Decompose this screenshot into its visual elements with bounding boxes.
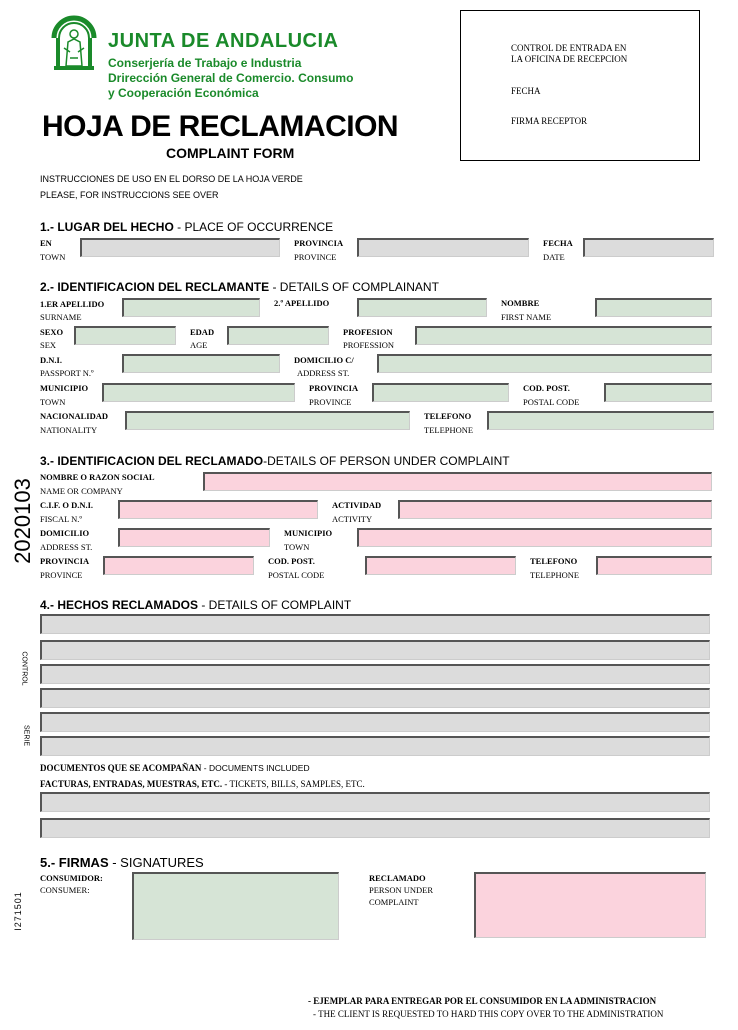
- label-town: TOWN: [40, 252, 66, 262]
- label-postal-code: POSTAL CODE: [523, 397, 580, 407]
- label-edad: EDAD: [190, 327, 215, 337]
- label-town-2: TOWN: [40, 397, 66, 407]
- label-provincia-2: PROVINCIA: [309, 383, 359, 393]
- side-control-label: CONTROL: [20, 651, 28, 686]
- province-field[interactable]: [372, 383, 509, 402]
- complaint-line-5[interactable]: [40, 712, 710, 732]
- label-sex: SEX: [40, 340, 57, 350]
- footer-line-2: - THE CLIENT IS REQUESTED TO HARD THIS COPY OVER TO THE ADMINISTRATION: [313, 1009, 664, 1019]
- label-province-2: PROVINCE: [309, 397, 352, 407]
- label-passport: PASSPORT N.º: [40, 368, 94, 378]
- occurrence-province-field[interactable]: [357, 238, 529, 257]
- dept-line-3: y Cooperación Económica: [108, 86, 259, 100]
- accused-town-field[interactable]: [357, 528, 712, 547]
- section-4-title: 4.- HECHOS RECLAMADOS - DETAILS OF COMPLAINT: [40, 598, 352, 612]
- section-3-title: 3.- IDENTIFICACION DEL RECLAMADO-DETAILS OF PERSON UNDER COMPLAINT: [40, 454, 510, 468]
- label-cif: C.I.F. O D.N.I.: [40, 500, 94, 510]
- label-provincia: PROVINCIA: [294, 238, 344, 248]
- surname-2-field[interactable]: [357, 298, 487, 317]
- telephone-field[interactable]: [487, 411, 714, 430]
- accused-signature-box[interactable]: [474, 872, 706, 938]
- activity-field[interactable]: [398, 500, 712, 519]
- label-complaint: COMPLAINT: [369, 897, 419, 907]
- label-reclamado: RECLAMADO: [369, 873, 426, 883]
- label-cod-post-3: COD. POST.: [268, 556, 315, 566]
- label-name-company: NAME OR COMPANY: [40, 486, 123, 496]
- documents-line-1[interactable]: [40, 792, 710, 812]
- label-dni: D.N.I.: [40, 355, 62, 365]
- complaint-line-4[interactable]: [40, 688, 710, 708]
- label-province: PROVINCE: [294, 252, 337, 262]
- label-consumer: CONSUMER:: [40, 885, 90, 895]
- postal-code-field[interactable]: [604, 383, 712, 402]
- label-age: AGE: [190, 340, 208, 350]
- company-name-field[interactable]: [203, 472, 712, 491]
- label-profession: PROFESSION: [343, 340, 395, 350]
- label-sexo: SEXO: [40, 327, 64, 337]
- address-field[interactable]: [377, 354, 712, 373]
- label-municipio-3: MUNICIPIO: [284, 528, 333, 538]
- dept-line-2: Drirección General de Comercio. Consumo: [108, 71, 354, 85]
- label-domicilio: DOMICILIO C/: [294, 355, 354, 365]
- accused-address-field[interactable]: [118, 528, 270, 547]
- form-subtitle: COMPLAINT FORM: [166, 145, 295, 161]
- label-telephone: TELEPHONE: [424, 425, 474, 435]
- label-apellido1: 1.ER APELLIDO: [40, 299, 105, 309]
- label-en: EN: [40, 238, 52, 248]
- label-telefono: TELEFONO: [424, 411, 472, 421]
- documents-line-2[interactable]: [40, 818, 710, 838]
- serial-number: 2020103: [10, 478, 35, 564]
- consumer-signature-box[interactable]: [132, 872, 339, 940]
- label-town-3: TOWN: [284, 542, 310, 552]
- label-activity: ACTIVITY: [332, 514, 373, 524]
- label-nombre: NOMBRE: [501, 298, 540, 308]
- label-consumidor: CONSUMIDOR:: [40, 873, 103, 883]
- complaint-line-3[interactable]: [40, 664, 710, 684]
- label-fecha: FECHA: [543, 238, 573, 248]
- label-fiscal: FISCAL N.º: [40, 514, 82, 524]
- control-line-2: LA OFICINA DE RECEPCION: [511, 54, 628, 64]
- complaint-line-1[interactable]: [40, 614, 710, 634]
- reception-control-box: [460, 10, 700, 161]
- label-razon-social: NOMBRE O RAZON SOCIAL: [40, 472, 155, 482]
- complaint-line-2[interactable]: [40, 640, 710, 660]
- side-code: I271501: [13, 891, 23, 931]
- label-provincia-3: PROVINCIA: [40, 556, 90, 566]
- section-1-title: 1.- LUGAR DEL HECHO - PLACE OF OCCURRENCE: [40, 220, 334, 234]
- age-field[interactable]: [227, 326, 329, 345]
- town-field[interactable]: [102, 383, 295, 402]
- label-date: DATE: [543, 252, 565, 262]
- side-serie-label: SERIE: [22, 724, 30, 746]
- org-name: JUNTA DE ANDALUCIA: [108, 30, 339, 52]
- label-first-name: FIRST NAME: [501, 312, 552, 322]
- label-telephone-3: TELEPHONE: [530, 570, 580, 580]
- label-profesion: PROFESION: [343, 327, 393, 337]
- label-actividad: ACTIVIDAD: [332, 500, 382, 510]
- instructions-en: PLEASE, FOR INSTRUCCIONS SEE OVER: [40, 190, 219, 200]
- accused-province-field[interactable]: [103, 556, 254, 575]
- label-address-3: ADDRESS ST.: [40, 542, 93, 552]
- label-cod-post: COD. POST.: [523, 383, 570, 393]
- fiscal-number-field[interactable]: [118, 500, 318, 519]
- label-person-under: PERSON UNDER: [369, 885, 433, 895]
- section-5-title: 5.- FIRMAS - SIGNATURES: [40, 855, 204, 870]
- label-postal-code-3: POSTAL CODE: [268, 570, 325, 580]
- label-nationality: NATIONALITY: [40, 425, 98, 435]
- control-line-1: CONTROL DE ENTRADA EN: [511, 43, 627, 53]
- profession-field[interactable]: [415, 326, 712, 345]
- complaint-line-6[interactable]: [40, 736, 710, 756]
- footer-line-1: - EJEMPLAR PARA ENTREGAR POR EL CONSUMIDOR EN LA ADMINISTRACION: [308, 996, 657, 1006]
- nationality-field[interactable]: [125, 411, 410, 430]
- invoices-label: FACTURAS, ENTRADAS, MUESTRAS, ETC. - TICKETS, BILLS, SAMPLES, ETC.: [40, 779, 365, 789]
- label-nacionalidad: NACIONALIDAD: [40, 411, 109, 421]
- label-domicilio-3: DOMICILIO: [40, 528, 90, 538]
- control-fecha: FECHA: [511, 86, 541, 96]
- accused-postal-code-field[interactable]: [365, 556, 516, 575]
- sex-field[interactable]: [74, 326, 176, 345]
- occurrence-town-field[interactable]: [80, 238, 280, 257]
- accused-telephone-field[interactable]: [596, 556, 712, 575]
- instructions-es: INSTRUCCIONES DE USO EN EL DORSO DE LA HOJA VERDE: [40, 174, 303, 184]
- surname-1-field[interactable]: [122, 298, 260, 317]
- occurrence-date-field[interactable]: [583, 238, 714, 257]
- label-province-3: PROVINCE: [40, 570, 83, 580]
- section-2-title: 2.- IDENTIFICACION DEL RECLAMANTE - DETAILS OF COMPLAINANT: [40, 280, 439, 294]
- label-surname: SURNAME: [40, 312, 82, 322]
- label-address: ADDRESS ST.: [297, 368, 350, 378]
- label-municipio: MUNICIPIO: [40, 383, 89, 393]
- first-name-field[interactable]: [595, 298, 712, 317]
- control-firma: FIRMA RECEPTOR: [511, 116, 588, 126]
- dni-field[interactable]: [122, 354, 280, 373]
- andalucia-logo: [50, 8, 98, 72]
- label-telefono-3: TELEFONO: [530, 556, 578, 566]
- documents-label: DOCUMENTOS QUE SE ACOMPAÑAN - DOCUMENTS INCLUDED: [40, 763, 310, 773]
- label-apellido2: 2.º APELLIDO: [274, 298, 330, 308]
- dept-line-1: Conserjería de Trabajo e Industria: [108, 56, 302, 70]
- form-title: HOJA DE RECLAMACION: [42, 110, 399, 143]
